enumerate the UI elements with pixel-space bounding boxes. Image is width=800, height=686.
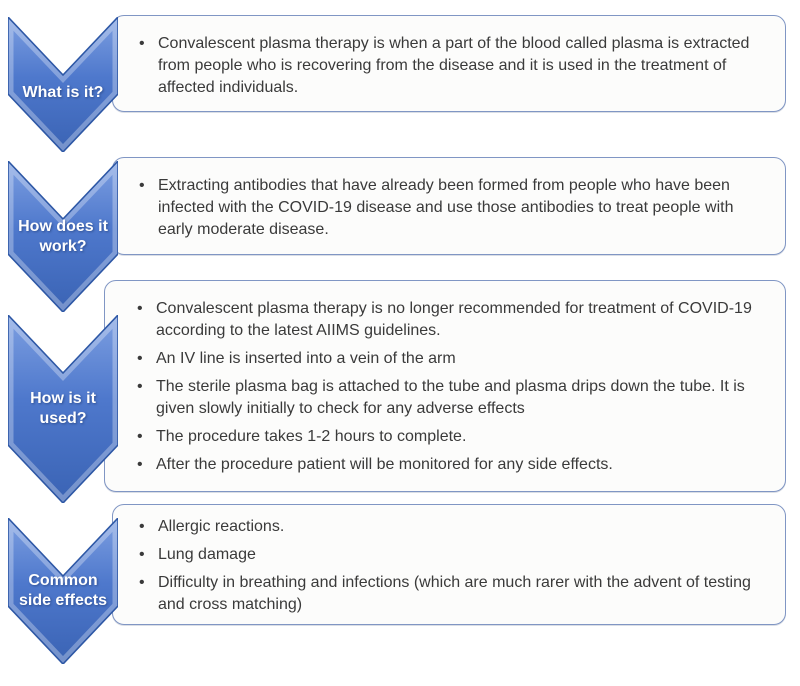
- callout-box-how-is-it-used: [104, 280, 786, 492]
- bullet-list: [113, 505, 785, 616]
- bullet-list: [113, 158, 785, 241]
- callout-box-common-side-effects: [112, 504, 786, 625]
- bullet-list: [105, 281, 785, 476]
- bullet-item: • The procedure takes 1-2 hours to complete.: [125, 426, 775, 448]
- step-arrow-how-is-it-used: [8, 315, 118, 503]
- step-label-line: side effects: [18, 592, 108, 609]
- step-label-line: Common: [28, 572, 98, 590]
- bullet-item: • Difficulty in breathing and infections (which are much rarer with the advent of testing and cross matching): [127, 572, 771, 616]
- step-label-line: work?: [39, 237, 87, 255]
- bullet-list: [113, 16, 785, 99]
- step-label-line: How is it: [30, 390, 96, 408]
- callout-box-how-does-it-work: [112, 157, 786, 255]
- bullet-item: • The sterile plasma bag is attached to the tube and plasma drips down the tube. It is given slowly initially to check for any adverse effects: [125, 376, 775, 420]
- bullet-item: • After the procedure patient will be monitored for any side effects.: [125, 454, 775, 476]
- callout-box-what-is-it: [112, 15, 786, 112]
- bullet-item: • Lung damage: [127, 544, 771, 566]
- step-arrow-common-side-effects: [8, 518, 118, 664]
- chevron-down-icon: [8, 17, 118, 152]
- chevron-down-icon: [8, 315, 118, 503]
- bullet-item: • Allergic reactions.: [127, 516, 771, 538]
- chevron-down-icon: [8, 161, 118, 312]
- step-label-line: used?: [39, 410, 87, 427]
- step-arrow-how-does-it-work: [8, 161, 118, 312]
- step-label-line: How does it: [18, 217, 108, 235]
- bullet-item: • Convalescent plasma therapy is when a part of the blood called plasma is extracted from people who is recovering from the disease and it is used in the treatment of affected individuals.: [127, 33, 771, 99]
- bullet-item: • Extracting antibodies that have already been formed from people who have been infected with the COVID-19 disease and use those antibodies to treat people with early moderate disease.: [127, 175, 771, 241]
- bullet-item: • Convalescent plasma therapy is no longer recommended for treatment of COVID-19 according to the latest AIIMS guidelines.: [125, 298, 775, 342]
- bullet-item: • An IV line is inserted into a vein of the arm: [125, 348, 775, 370]
- chevron-down-icon: [8, 518, 118, 664]
- step-label-line: What is it?: [22, 83, 104, 101]
- step-arrow-what-is-it: [8, 17, 118, 152]
